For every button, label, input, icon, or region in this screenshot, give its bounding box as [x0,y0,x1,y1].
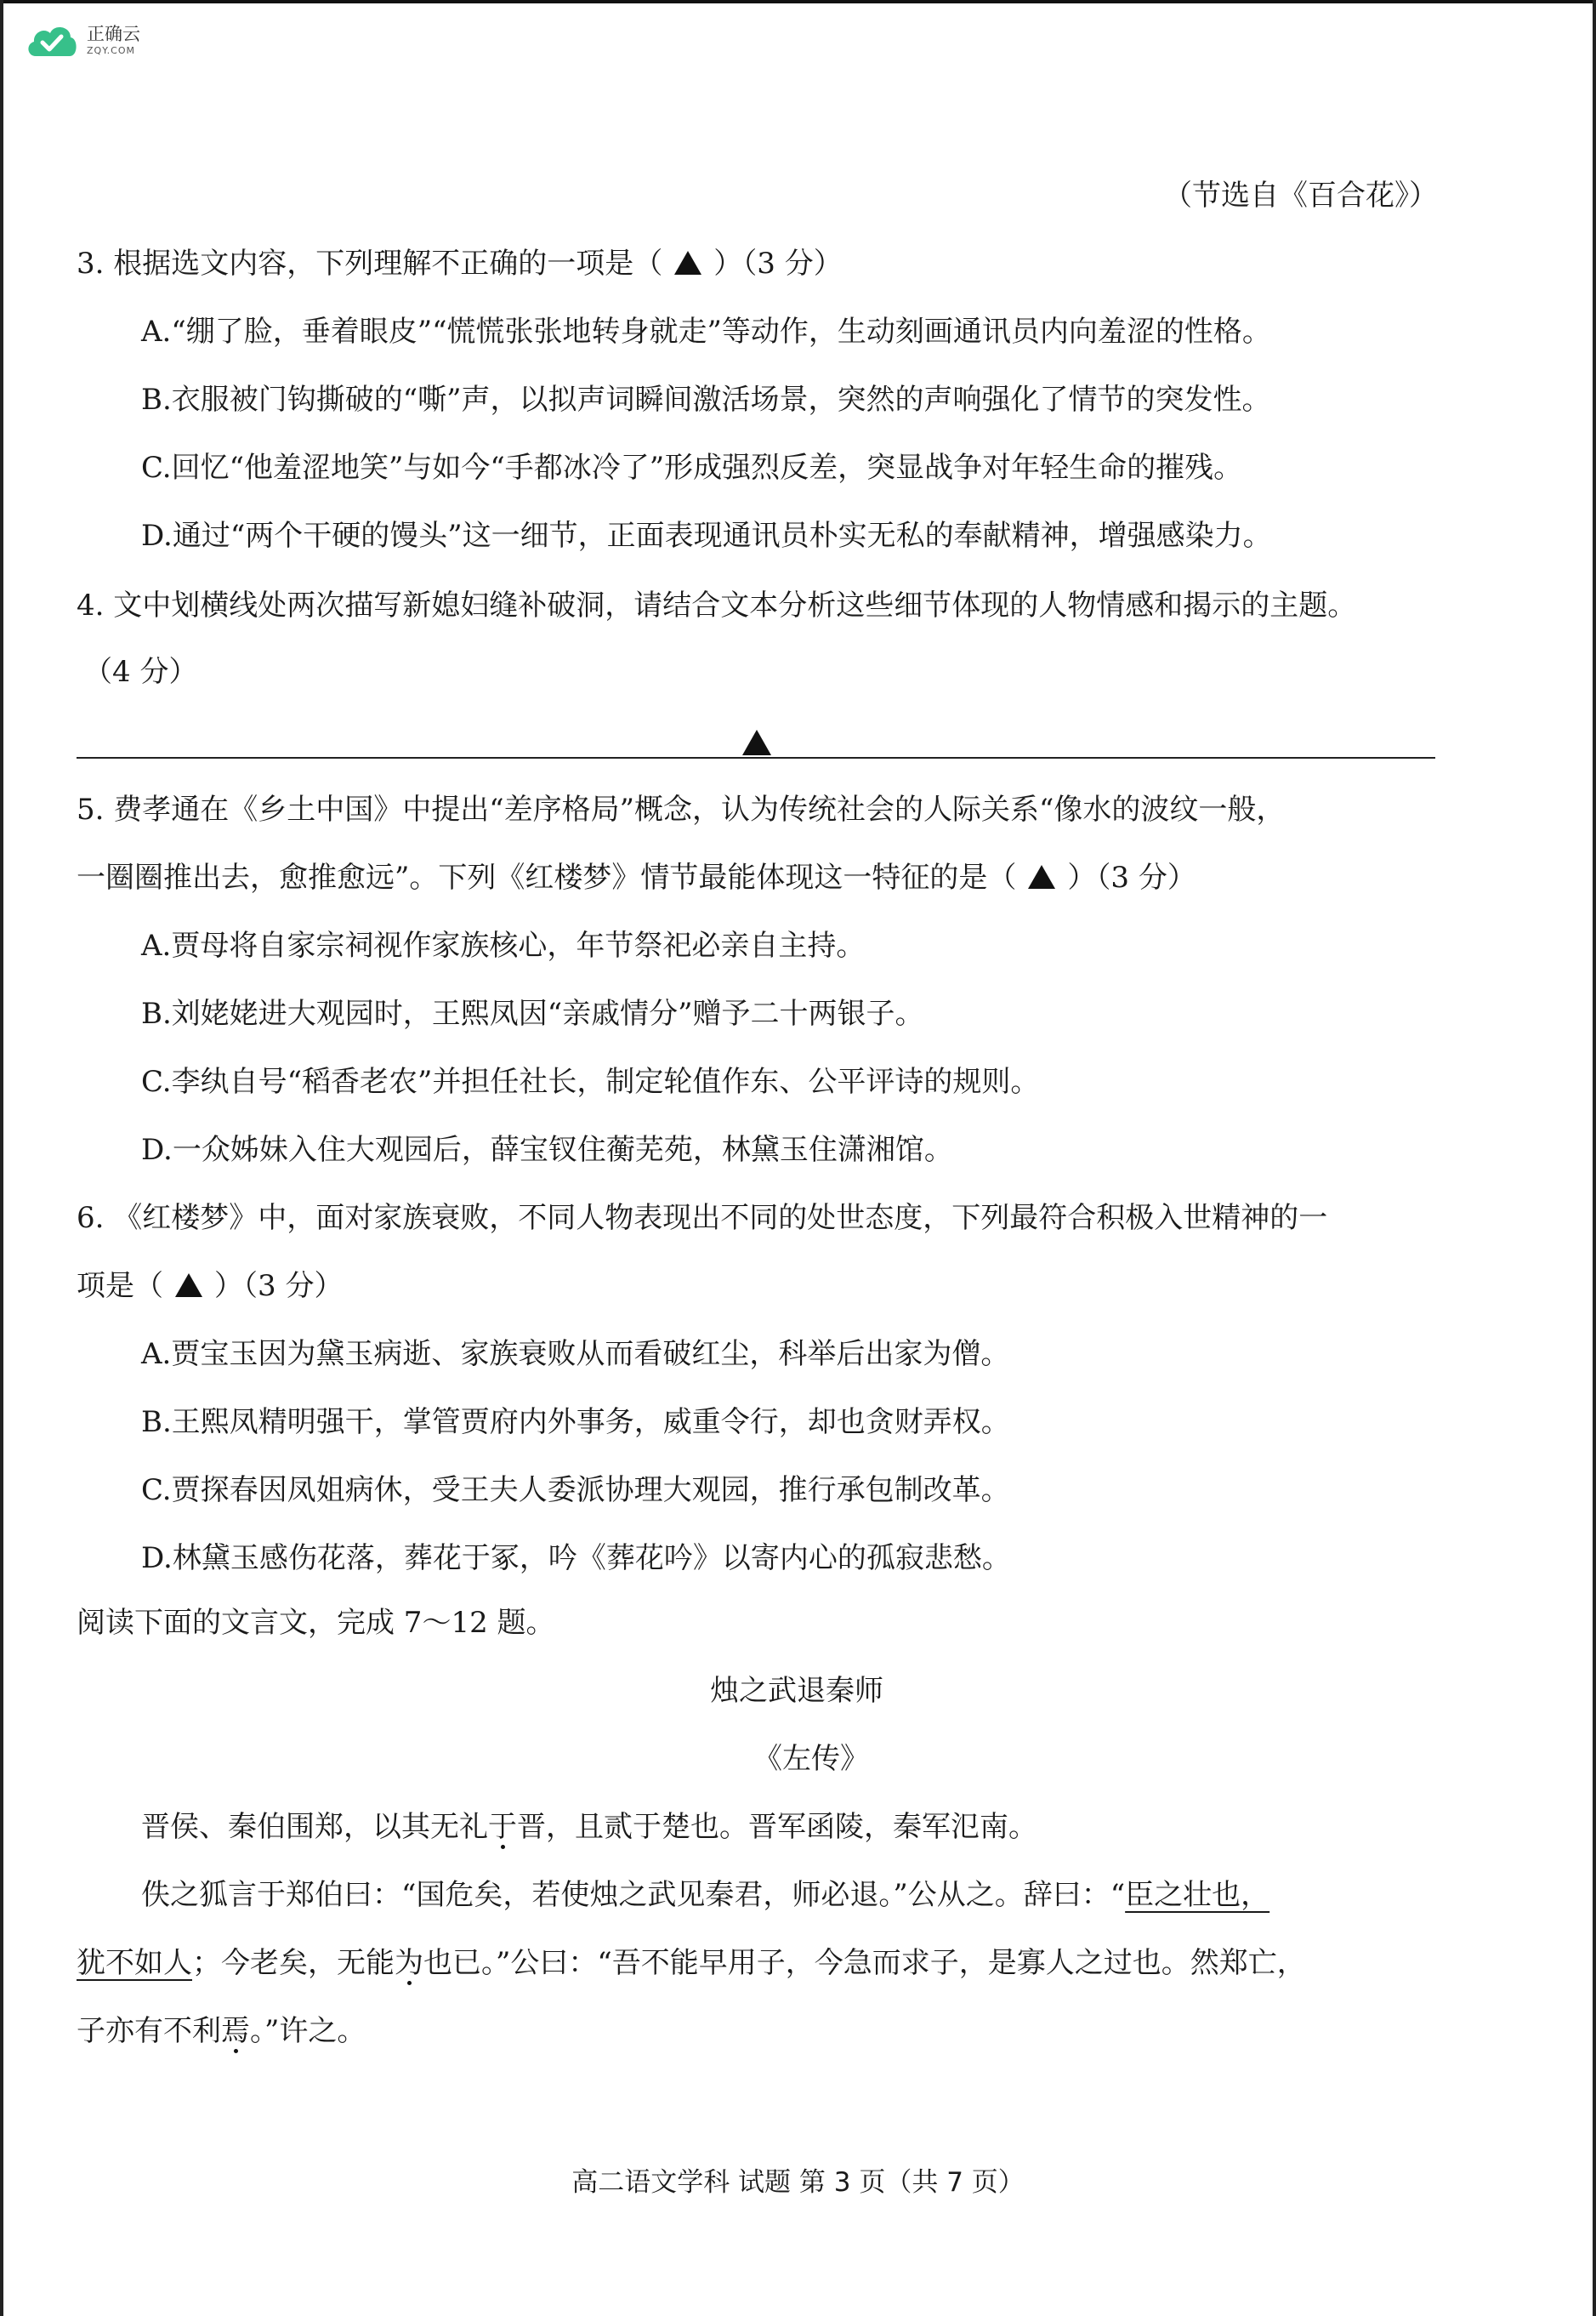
passage-title: 烛之武退秦师 [710,1674,883,1708]
question-3-option-d: D.通过“两个干硬的馒头”这一细节，正面表现通讯员朴实无私的奉献精神，增强感染力。 [141,519,1272,553]
passage-text: 晋侯、秦伯围郑，以其无礼 [141,1810,488,1844]
question-5-option-a: A.贾母将自家宗祠视作家族核心，年节祭祀必亲自主持。 [141,929,866,963]
answer-triangle-icon [742,730,771,755]
logo-name: 正确云 [87,23,140,44]
question-4-stem: 4. 文中划横线处两次描写新媳妇缝补破洞，请结合文本分析这些细节体现的人物情感和揭示的主题。 [77,589,1357,623]
question-3-stem [77,243,843,284]
passage-source: 《左传》 [753,1742,869,1776]
question-3-points: ）（3 分） [713,247,843,281]
logo [24,19,140,61]
question-6-stem-line2 [77,1266,343,1306]
question-5-points: ）（3 分） [1067,861,1196,895]
question-3-stem-text: 3. 根据选文内容，下列理解不正确的一项是（ [77,247,663,281]
page-edge-right [1593,0,1596,2316]
passage-paragraph-2-line1 [141,1875,1269,1915]
reading-instruction: 阅读下面的文言文，完成 7～12 题。 [77,1606,555,1640]
logo-domain: ZQY.COM [87,44,136,56]
passage-paragraph-2-line3 [77,2011,366,2051]
passage-text: 佚之狐言于郑伯曰：“国危矣，若使烛之武见秦君，师必退。”公从之。辞曰：“ [141,1878,1126,1912]
question-6-points: ）（3 分） [214,1269,344,1303]
question-3-option-c: C.回忆“他羞涩地笑”与如今“手都冰冷了”形成强烈反差，突显战争对年轻生命的摧残。 [141,451,1243,485]
question-5-option-c: C.李纨自号“稻香老农”并担任社长，制定轮值作东、公平评诗的规则。 [141,1065,1040,1099]
answer-triangle-icon [674,251,701,275]
emphasis-dotted-char: 于 [488,1810,517,1844]
cloud-check-icon [24,19,80,61]
question-3-option-b: B.衣服被门钩撕破的“嘶”声，以拟声词瞬间激活场景，突然的声响强化了情节的突发性。 [141,383,1271,417]
question-5-option-b: B.刘姥姥进大观园时，王熙凤因“亲戚情分”赠予二十两银子。 [141,997,924,1031]
question-3-option-a: A.“绷了脸，垂着眼皮”“慌慌张张地转身就走”等动作，生动刻画通讯员内向羞涩的性格。 [141,315,1271,349]
question-5-stem-text: 一圈圈推出去，愈推愈远”。下列《红楼梦》情节最能体现这一特征的是（ [77,861,1017,895]
answer-triangle-icon [175,1273,202,1297]
question-6-stem-text: 项是（ [77,1269,163,1303]
question-5-option-d: D.一众姊妹入住大观园后，薛宝钗住蘅芜苑，林黛玉住潇湘馆。 [141,1133,953,1167]
underlined-sentence: 臣之壮也， [1125,1878,1270,1912]
emphasis-dotted-char: 焉 [221,2014,250,2048]
question-6-option-a: A.贾宝玉因为黛玉病逝、家族衰败从而看破红尘，科举后出家为僧。 [141,1337,1010,1371]
answer-triangle-icon [1028,865,1055,889]
answer-line [77,757,1435,759]
question-6-stem-line1: 6. 《红楼梦》中，面对家族衰败，不同人物表现出不同的处世态度，下列最符合积极入世精神的一 [77,1201,1328,1235]
emphasis-dotted-char: 为 [395,1946,423,1980]
question-5-stem-line1: 5. 费孝通在《乡土中国》中提出“差序格局”概念，认为传统社会的人际关系“像水的波纹一般， [77,793,1286,827]
question-6-option-d: D.林黛玉感伤花落，葬花于冢，吟《葬花吟》以寄内心的孤寂悲愁。 [141,1541,1011,1575]
page-footer: 高二语文学科 试题 第 3 页（共 7 页） [571,2167,1025,2198]
underlined-sentence: 犹不如人 [77,1946,192,1980]
passage-text: 。”许之。 [250,2014,366,2048]
question-6-option-b: B.王熙凤精明强干，掌管贾府内外事务，威重令行，却也贪财弄权。 [141,1405,1010,1439]
passage-text: 晋，且贰于楚也。晋军函陵，秦军氾南。 [517,1810,1037,1844]
question-4-points: （4 分） [83,655,198,689]
passage-paragraph-1 [141,1807,1037,1847]
passage-paragraph-2-line2 [77,1943,1306,1983]
page-edge-left [0,0,3,2316]
passage-text: ；今老矣，无能 [192,1946,395,1980]
passage-text: 也已。”公曰：“吾不能早用子，今急而求子，是寡人之过也。然郑亡， [423,1946,1306,1980]
passage-text: 子亦有不利 [77,2014,221,2048]
source-note: （节选自《百合花》） [1163,179,1438,213]
question-5-stem-line2 [77,857,1196,898]
question-6-option-c: C.贾探春因凤姐病休，受王夫人委派协理大观园，推行承包制改革。 [141,1473,1010,1507]
page-edge-top [0,0,1596,3]
